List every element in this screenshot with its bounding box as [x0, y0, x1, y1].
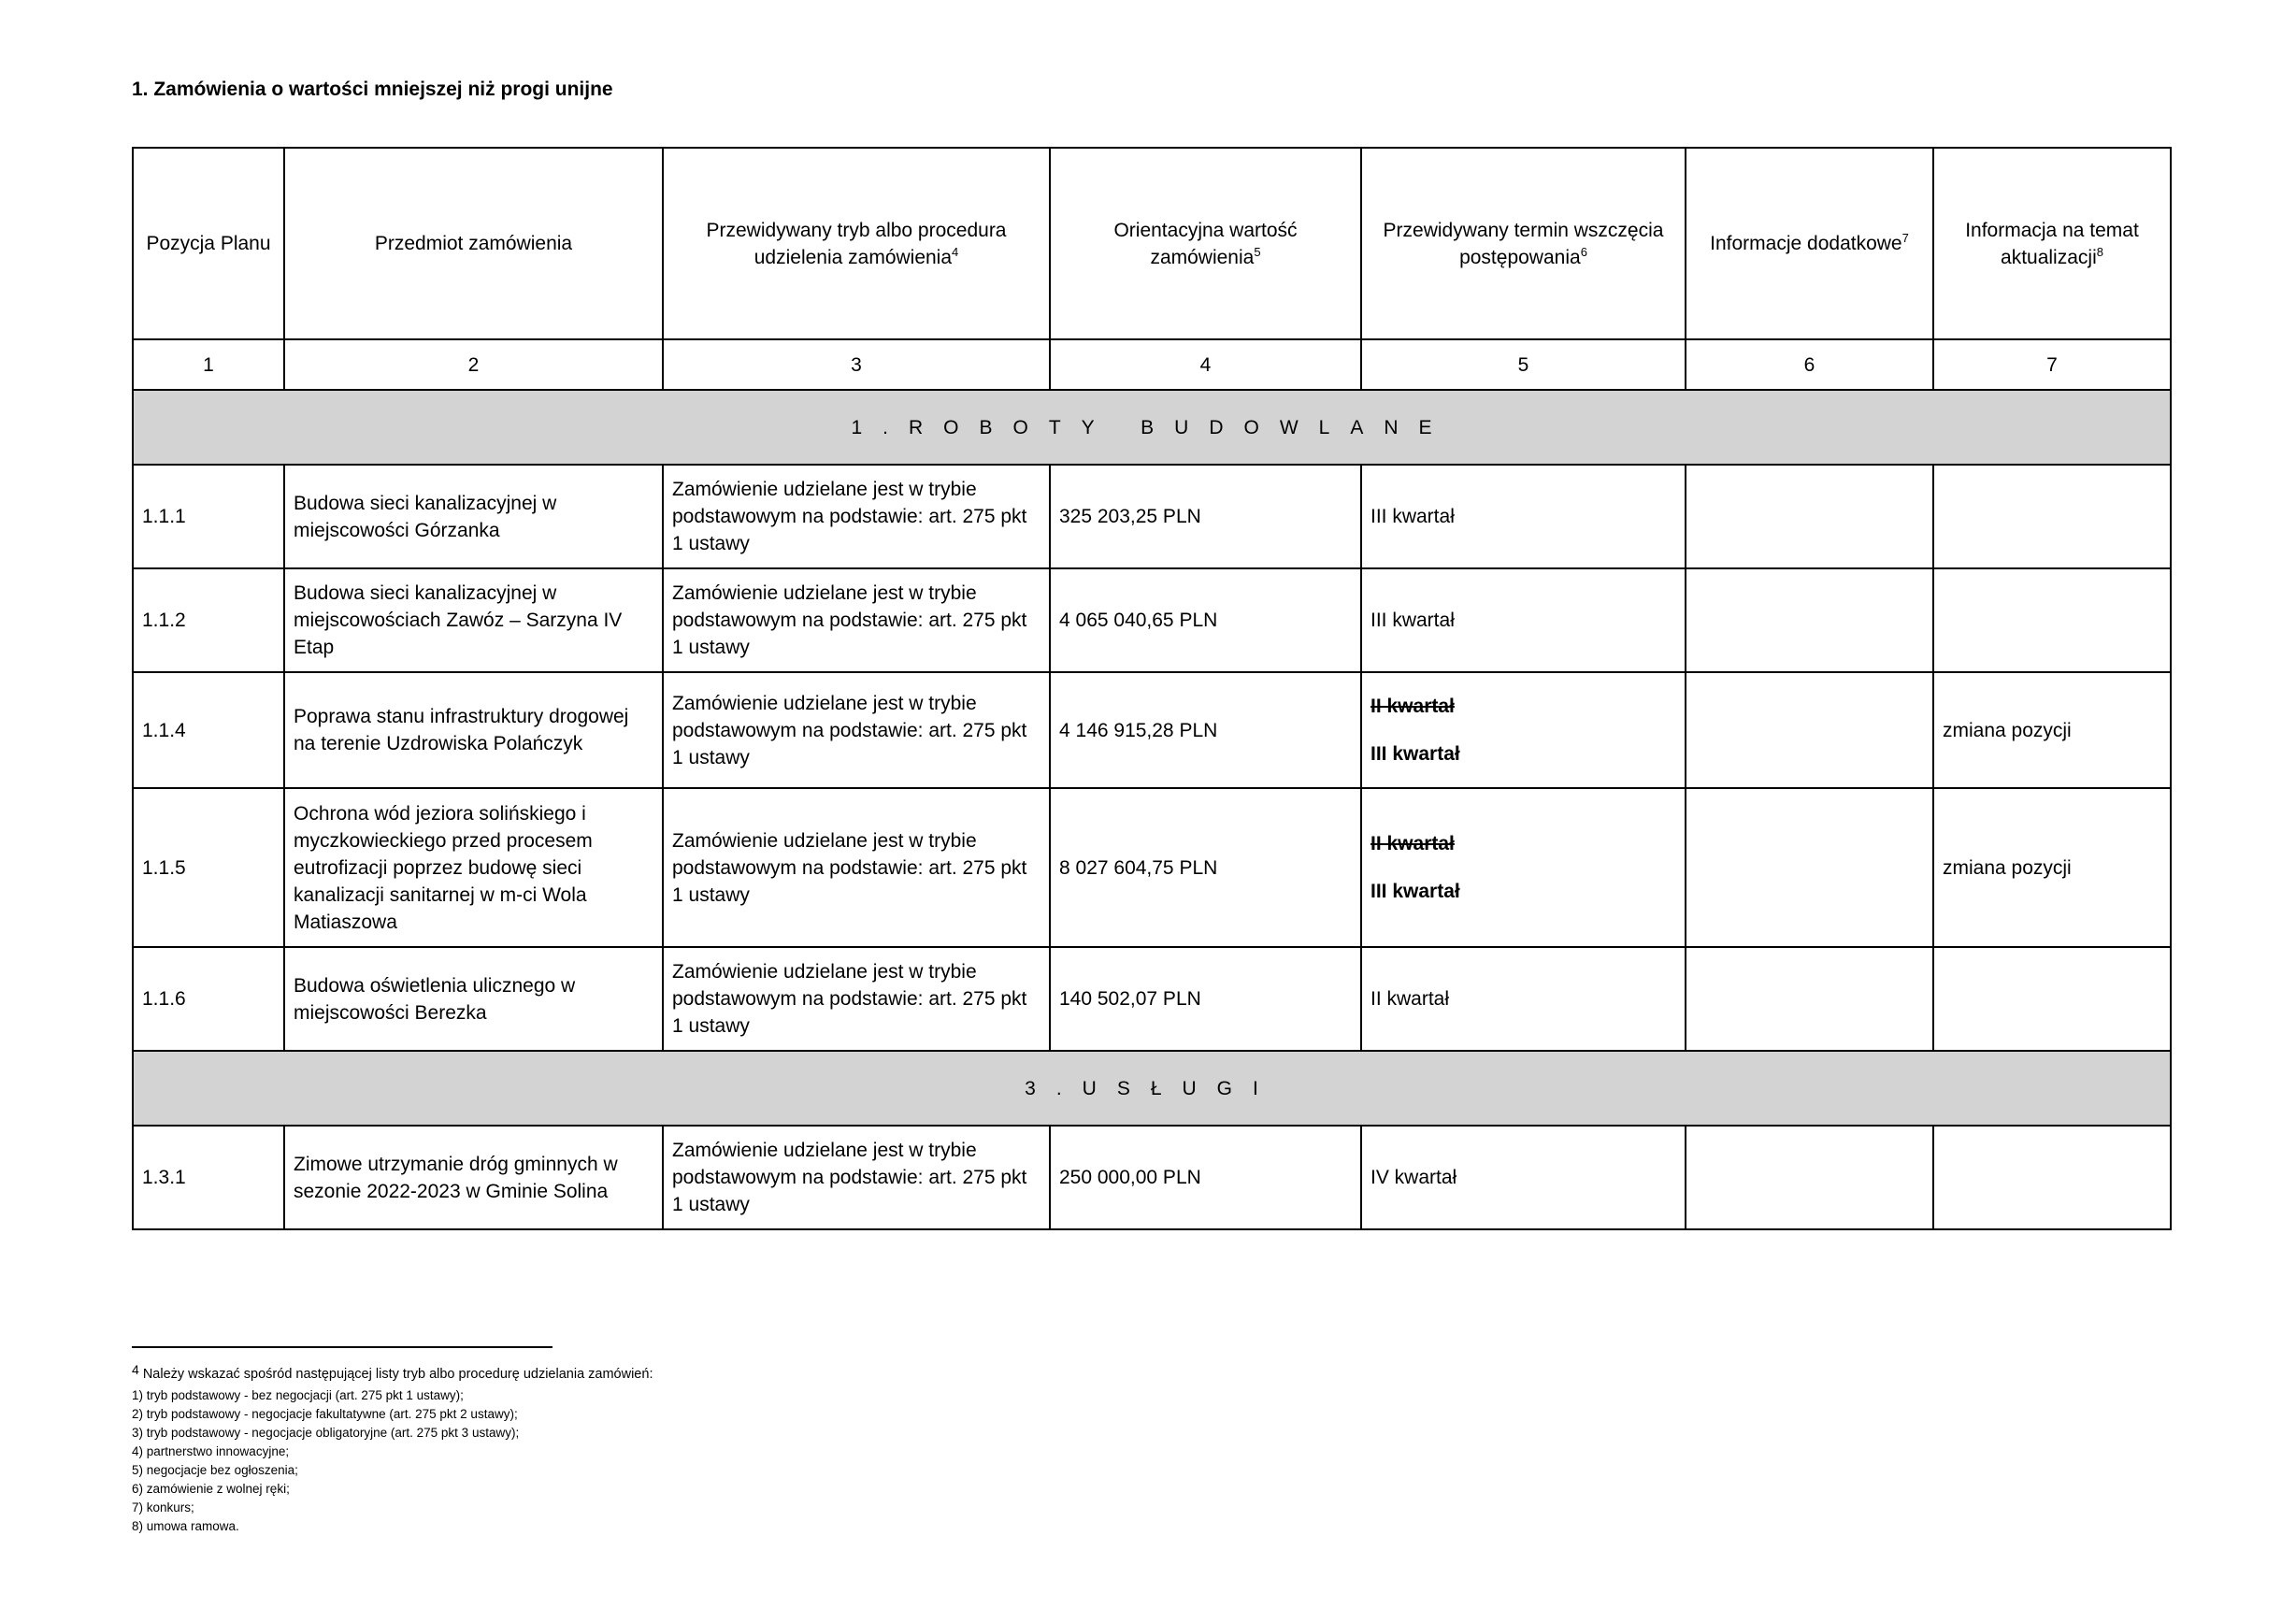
cell-info [1686, 568, 1933, 672]
term-old-struck: II kwartał [1370, 833, 1455, 854]
cell-subject: Budowa sieci kanalizacyjnej w miejscowości Górzanka [284, 465, 663, 568]
term-new: III kwartał [1370, 743, 1460, 765]
cell-position: 1.1.5 [133, 788, 284, 947]
footnote-ref[interactable]: 7 [1901, 231, 1909, 245]
cell-update [1933, 1126, 2171, 1229]
header-position: Pozycja Planu [133, 148, 284, 339]
cell-mode: Zamówienie udzielane jest w trybie podstawowym na podstawie: art. 275 pkt 1 ustawy [663, 672, 1050, 788]
column-number: 1 [133, 339, 284, 390]
cell-update: zmiana pozycji [1933, 672, 2171, 788]
cell-subject: Ochrona wód jeziora solińskiego i myczkowieckiego przed procesem eutrofizacji poprzez budowę sieci kanalizacji sanitarnej w m-ci Wola Matiaszowa [284, 788, 663, 947]
header-update: Informacja na temat aktualizacji$^8$ [1933, 148, 2171, 339]
footnote-ref[interactable]: 8 [2096, 244, 2103, 259]
footnote-separator [132, 1346, 552, 1348]
table-row [133, 568, 2171, 672]
cell-term: IV kwartał [1361, 1126, 1686, 1229]
procurement-plan-table [132, 147, 2172, 1230]
cell-value: 8 027 604,75 PLN [1050, 788, 1361, 947]
cell-subject: Budowa oświetlenia ulicznego w miejscowości Berezka [284, 947, 663, 1051]
section-row [133, 1051, 2171, 1126]
column-number: 5 [1361, 339, 1686, 390]
footnote-item: 8) umowa ramowa. [132, 1519, 239, 1533]
table-row [133, 1126, 2171, 1229]
column-number: 4 [1050, 339, 1361, 390]
cell-mode: Zamówienie udzielane jest w trybie podstawowym na podstawie: art. 275 pkt 1 ustawy [663, 788, 1050, 947]
table-row [133, 672, 2171, 788]
table-row [133, 947, 2171, 1051]
cell-term [1361, 788, 1686, 947]
header-mode: Przewidywany tryb albo procedura udzielenia zamówienia$^4$ [663, 148, 1050, 339]
cell-subject: Zimowe utrzymanie dróg gminnych w sezonie 2022-2023 w Gminie Solina [284, 1126, 663, 1229]
footnote-item: 3) tryb podstawowy - negocjacje obligatoryjne (art. 275 pkt 3 ustawy); [132, 1426, 520, 1440]
cell-subject: Budowa sieci kanalizacyjnej w miejscowościach Zawóz – Sarzyna IV Etap [284, 568, 663, 672]
cell-info [1686, 1126, 1933, 1229]
footnote-item: 1) tryb podstawowy - bez negocjacji (art. 275 pkt 1 ustawy); [132, 1388, 464, 1402]
cell-position: 1.1.6 [133, 947, 284, 1051]
cell-value: 250 000,00 PLN [1050, 1126, 1361, 1229]
cell-position: 1.1.4 [133, 672, 284, 788]
header-row [133, 148, 2171, 339]
cell-update [1933, 947, 2171, 1051]
cell-term: III kwartał [1361, 568, 1686, 672]
column-number: 7 [1933, 339, 2171, 390]
header-info: Informacje dodatkowe$^7$ [1686, 148, 1933, 339]
cell-update [1933, 465, 2171, 568]
cell-update [1933, 568, 2171, 672]
footnote-ref[interactable]: 5 [1254, 244, 1261, 259]
section-title-works: 1.ROBOTY BUDOWLANE [133, 390, 2171, 465]
cell-value: 140 502,07 PLN [1050, 947, 1361, 1051]
column-number: 3 [663, 339, 1050, 390]
footnote-item: 4) partnerstwo innowacyjne; [132, 1444, 290, 1458]
header-subject: Przedmiot zamówienia [284, 148, 663, 339]
footnote-item: 6) zamówienie z wolnej ręki; [132, 1482, 290, 1496]
footnote-marker: 4 [132, 1362, 139, 1377]
cell-value: 325 203,25 PLN [1050, 465, 1361, 568]
cell-value: 4 065 040,65 PLN [1050, 568, 1361, 672]
section-title-services: 3.USŁUGI [133, 1051, 2171, 1126]
cell-position: 1.1.1 [133, 465, 284, 568]
footnotes [132, 1362, 653, 1536]
cell-position: 1.3.1 [133, 1126, 284, 1229]
cell-update: zmiana pozycji [1933, 788, 2171, 947]
cell-info [1686, 788, 1933, 947]
footnote-item: 2) tryb podstawowy - negocjacje fakultatywne (art. 275 pkt 2 ustawy); [132, 1407, 518, 1421]
footnote-4 [132, 1362, 653, 1384]
cell-mode: Zamówienie udzielane jest w trybie podstawowym na podstawie: art. 275 pkt 1 ustawy [663, 465, 1050, 568]
footnote-ref[interactable]: 4 [952, 244, 959, 259]
cell-mode: Zamówienie udzielane jest w trybie podstawowym na podstawie: art. 275 pkt 1 ustawy [663, 568, 1050, 672]
cell-mode: Zamówienie udzielane jest w trybie podstawowym na podstawie: art. 275 pkt 1 ustawy [663, 1126, 1050, 1229]
footnote-ref[interactable]: 6 [1580, 244, 1587, 259]
cell-value: 4 146 915,28 PLN [1050, 672, 1361, 788]
column-number-row [133, 339, 2171, 390]
footnote-item: 5) negocjacje bez ogłoszenia; [132, 1463, 298, 1477]
cell-term: II kwartał [1361, 947, 1686, 1051]
cell-info [1686, 672, 1933, 788]
table-row [133, 465, 2171, 568]
term-old-struck: II kwartał [1370, 696, 1455, 717]
cell-position: 1.1.2 [133, 568, 284, 672]
column-number: 6 [1686, 339, 1933, 390]
header-value: Orientacyjna wartość zamówienia$^5$ [1050, 148, 1361, 339]
cell-term [1361, 672, 1686, 788]
cell-subject: Poprawa stanu infrastruktury drogowej na terenie Uzdrowiska Polańczyk [284, 672, 663, 788]
term-new: III kwartał [1370, 881, 1460, 902]
cell-info [1686, 465, 1933, 568]
page-title: 1. Zamówienia o wartości mniejszej niż progi unijne [132, 79, 613, 100]
column-number: 2 [284, 339, 663, 390]
footnote-item: 7) konkurs; [132, 1500, 194, 1514]
cell-term: III kwartał [1361, 465, 1686, 568]
cell-info [1686, 947, 1933, 1051]
header-term: Przewidywany termin wszczęcia postępowania$^6$ [1361, 148, 1686, 339]
section-row [133, 390, 2171, 465]
table-row [133, 788, 2171, 947]
cell-mode: Zamówienie udzielane jest w trybie podstawowym na podstawie: art. 275 pkt 1 ustawy [663, 947, 1050, 1051]
footnote-text: Należy wskazać spośród następującej listy tryb albo procedurę udzielania zamówień: [142, 1367, 653, 1382]
